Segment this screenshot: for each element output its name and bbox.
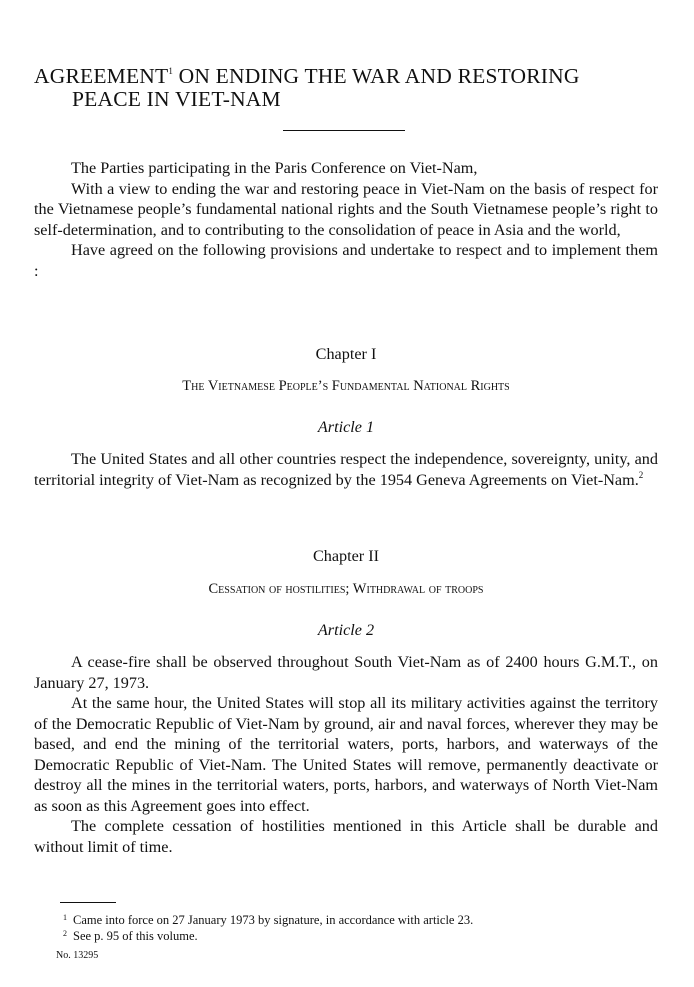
article-2-paragraph: The complete cessation of hostilities mentioned in this Article shall be durable and without limit of time. xyxy=(34,817,658,856)
article-2-paragraph: At the same hour, the United States will stop all its military activities against the territory of the Democratic Republic of Viet-Nam by ground, air and naval forces, wherever they may be based, and end the mining of the territorial waters, ports, harbors, and waterways of the Democratic Republic of Viet-Nam. The United States will remove, permanently deactivate or destroy all the mines in the territorial waters, ports, harbors, and waterways of North Viet-Nam as soon as this Agreement goes into effect. xyxy=(34,694,658,815)
title-line-1: AGREEMENT$^1$ ON ENDING THE WAR AND RESTORING xyxy=(34,64,580,88)
document-number: No. 13295 xyxy=(56,950,99,961)
article-2-heading: Article 2 xyxy=(317,621,375,639)
chapter-1-subtitle: The Vietnamese People’s Fundamental National Rights xyxy=(182,378,510,394)
document-title xyxy=(34,60,664,111)
article-2-paragraph: A cease-fire shall be observed throughout South Viet-Nam as of 2400 hours G.M.T., on January 27, 1973. xyxy=(34,653,658,692)
title-line-2: PEACE IN VIET-NAM xyxy=(72,87,281,111)
chapter-2-heading: Chapter II xyxy=(312,547,380,565)
footnote-rule xyxy=(60,902,116,903)
article-1-body xyxy=(34,449,658,490)
footnote-marker-2[interactable]: 2 xyxy=(638,469,644,480)
article-2-body xyxy=(34,652,658,857)
chapter-2-subtitle: Cessation of hostilities; Withdrawal of troops xyxy=(208,581,484,597)
footnote-2: $^2$ See p. 95 of this volume. xyxy=(63,929,198,943)
title-rule xyxy=(283,130,405,131)
chapter-1-heading: Chapter I xyxy=(315,345,377,363)
preamble-paragraph: Have agreed on the following provisions and undertake to respect and to implement them : xyxy=(34,241,658,280)
preamble-paragraph: The Parties participating in the Paris Conference on Viet-Nam, xyxy=(71,159,478,177)
preamble xyxy=(34,158,658,281)
preamble-paragraph: With a view to ending the war and restoring peace in Viet-Nam on the basis of respect for the Vietnamese people’s fundamental national rights and the South Vietnamese people’s right to self-determination, and to contributing to the consolidation of peace in Asia and the world, xyxy=(34,179,658,239)
footnote-marker-1[interactable]: 1 xyxy=(168,66,174,76)
footnote-1: $^1$ Came into force on 27 January 1973 by signature, in accordance with article 23. xyxy=(63,913,474,927)
article-1-heading: Article 1 xyxy=(317,418,375,436)
article-1-paragraph: The United States and all other countries respect the independence, sovereignty, unity, and territorial integrity of Viet-Nam as recognized by the 1954 Geneva Agreements on Viet-Nam.$^2$ xyxy=(34,450,658,489)
